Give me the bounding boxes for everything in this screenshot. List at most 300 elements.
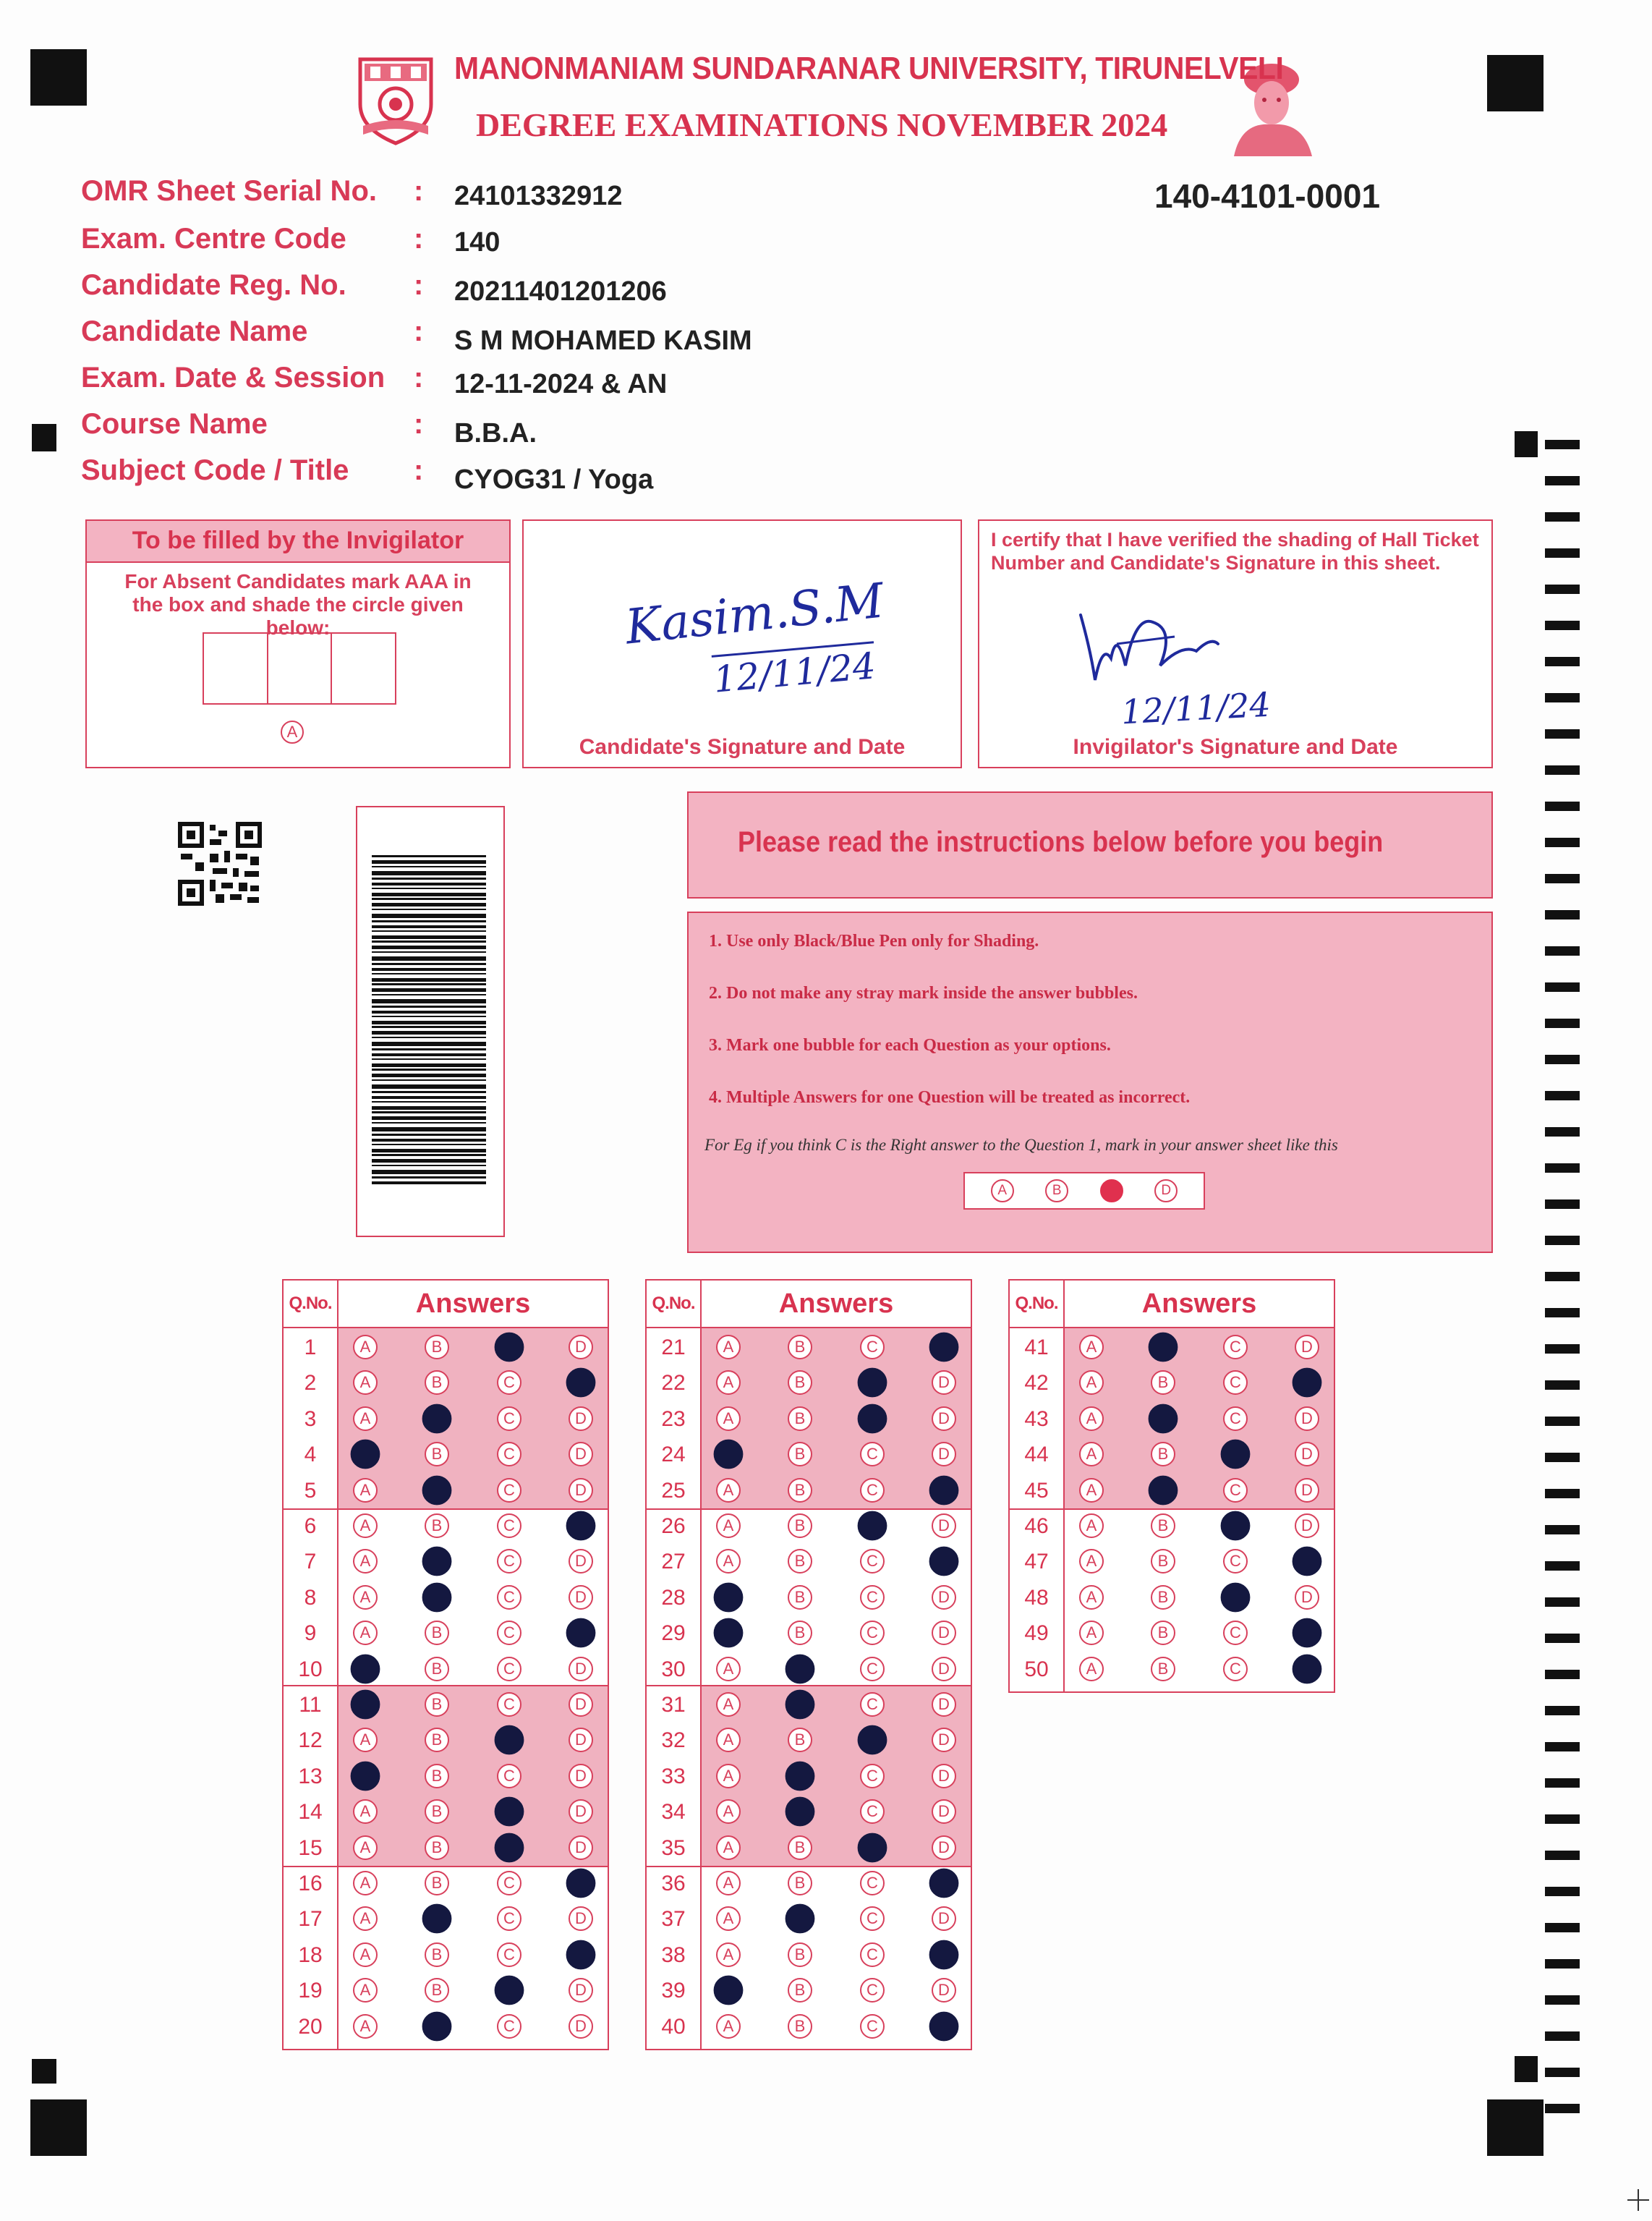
answer-bubble-c[interactable] <box>858 1368 887 1398</box>
answer-row <box>284 1508 608 1544</box>
answer-bubble-c[interactable]: C <box>860 2014 885 2039</box>
answer-bubble-c[interactable]: C <box>497 1692 521 1717</box>
answer-bubble-a[interactable]: A <box>716 1549 741 1574</box>
timing-mark <box>1545 1851 1580 1860</box>
question-number: 42 <box>1024 1371 1049 1396</box>
answer-bubble-c[interactable]: C <box>497 1549 521 1574</box>
answer-bubble-c[interactable]: C <box>497 1764 521 1788</box>
answer-bubble-c[interactable]: C <box>497 1657 521 1681</box>
registration-mark-right-bottom-small <box>1515 2056 1538 2082</box>
answer-bubble-c[interactable] <box>1221 1440 1251 1469</box>
question-number: 2 <box>304 1371 317 1396</box>
answer-bubble-a[interactable] <box>714 1582 744 1612</box>
answer-bubble-b[interactable] <box>785 1654 815 1683</box>
answer-bubble-b[interactable]: B <box>425 1692 449 1717</box>
question-number: 47 <box>1024 1550 1049 1574</box>
qr-code-icon <box>178 822 262 906</box>
answer-bubble-a[interactable]: A <box>1079 1406 1104 1431</box>
answer-bubble-d[interactable]: D <box>932 1585 956 1610</box>
answer-row <box>647 1866 971 1901</box>
answer-bubble-d[interactable] <box>1293 1654 1322 1683</box>
answer-bubble-c[interactable]: C <box>1223 1478 1248 1503</box>
candidate-signature-caption: Candidate's Signature and Date <box>579 735 906 759</box>
answer-bubble-a[interactable]: A <box>1079 1478 1104 1503</box>
answer-bubble-b[interactable] <box>785 1904 815 1934</box>
answer-bubble-d[interactable]: D <box>932 1513 956 1538</box>
answer-bubble-b[interactable] <box>1149 1403 1178 1433</box>
answer-row <box>647 1830 971 1866</box>
answer-row <box>284 1937 608 1973</box>
answer-bubble-a[interactable]: A <box>353 1585 378 1610</box>
answer-bubble-c[interactable]: C <box>497 1585 521 1610</box>
candidate-signature-date: 12/11/24 <box>712 641 877 700</box>
absent-mark-box[interactable] <box>268 634 333 703</box>
answer-bubble-d[interactable]: D <box>569 1799 593 1824</box>
answer-bubble-d[interactable]: D <box>569 1978 593 2003</box>
timing-mark <box>1545 1634 1580 1643</box>
answer-bubble-d[interactable]: D <box>1295 1406 1319 1431</box>
answer-bubble-b[interactable]: B <box>788 1478 812 1503</box>
answer-bubble-d[interactable] <box>929 1869 959 1898</box>
answer-bubble-d[interactable] <box>566 1869 596 1898</box>
answer-bubble-a[interactable]: A <box>716 1692 741 1717</box>
answer-bubble-d[interactable]: D <box>569 1335 593 1359</box>
answer-bubble-a[interactable]: A <box>716 1370 741 1395</box>
answer-bubble-a[interactable]: A <box>353 2014 378 2039</box>
answer-bubble-a[interactable] <box>351 1761 380 1791</box>
answer-row <box>284 1365 608 1401</box>
answer-row <box>647 1794 971 1830</box>
answer-bubble-c[interactable] <box>858 1725 887 1755</box>
answer-bubble-b[interactable] <box>422 1403 452 1433</box>
answer-bubble-b[interactable]: B <box>788 1871 812 1895</box>
answer-bubble-b[interactable]: B <box>1151 1549 1175 1574</box>
answer-bubble-d[interactable]: D <box>932 1764 956 1788</box>
question-number: 49 <box>1024 1621 1049 1646</box>
answer-bubble-d[interactable]: D <box>932 1442 956 1466</box>
registration-mark-bottom-left <box>30 2099 87 2156</box>
answer-bubble-a[interactable]: A <box>1079 1585 1104 1610</box>
timing-mark <box>1545 1055 1580 1064</box>
answer-bubble-c[interactable]: C <box>860 1657 885 1681</box>
answer-bubble-a[interactable]: A <box>716 1799 741 1824</box>
question-number: 21 <box>661 1335 686 1359</box>
question-number: 7 <box>304 1550 317 1574</box>
answer-bubble-c[interactable]: C <box>497 2014 521 2039</box>
answer-bubble-a[interactable]: A <box>1079 1370 1104 1395</box>
answer-bubble-b[interactable]: B <box>1151 1513 1175 1538</box>
answer-bubble-c[interactable]: C <box>860 1692 885 1717</box>
answer-bubble-b[interactable] <box>422 1475 452 1505</box>
answer-bubble-c[interactable]: C <box>497 1942 521 1967</box>
answer-bubble-d[interactable]: D <box>932 1799 956 1824</box>
answer-bubble-d[interactable] <box>929 1940 959 1969</box>
answer-bubble-c[interactable]: C <box>860 1549 885 1574</box>
answer-bubble-a[interactable]: A <box>353 1621 378 1645</box>
answer-bubble-d[interactable] <box>566 1618 596 1648</box>
registration-mark-bottom-left-small <box>32 2059 56 2084</box>
answer-table-header <box>1010 1281 1334 1328</box>
answer-bubble-a[interactable]: A <box>1079 1442 1104 1466</box>
timing-mark <box>1545 910 1580 920</box>
crop-mark-icon <box>1638 2189 1639 2211</box>
answer-bubble-c[interactable]: C <box>860 1442 885 1466</box>
timing-mark <box>1545 693 1580 702</box>
registration-mark-right-top-small <box>1515 431 1538 457</box>
answer-bubble-a[interactable]: A <box>716 1871 741 1895</box>
answer-bubble-c[interactable]: C <box>1223 1621 1248 1645</box>
field-colon: : <box>414 454 424 486</box>
answer-bubble-a[interactable]: A <box>716 1942 741 1967</box>
question-number: 5 <box>304 1478 317 1503</box>
answer-bubble-b[interactable]: B <box>788 1370 812 1395</box>
registration-mark-top-left <box>30 49 87 106</box>
answer-bubble-a[interactable] <box>351 1690 380 1720</box>
answer-bubble-b[interactable]: B <box>425 1335 449 1359</box>
answer-bubble-a[interactable]: A <box>353 1942 378 1967</box>
answer-bubble-c[interactable]: C <box>1223 1657 1248 1681</box>
answer-bubble-d[interactable]: D <box>932 1906 956 1931</box>
answer-bubble-d[interactable] <box>1293 1547 1322 1576</box>
answer-bubble-b[interactable]: B <box>425 1657 449 1681</box>
answer-bubble-a[interactable]: A <box>353 1370 378 1395</box>
answer-bubble-d[interactable]: D <box>569 1657 593 1681</box>
answer-bubble-d[interactable]: D <box>1295 1513 1319 1538</box>
answer-bubble-a[interactable]: A <box>1079 1621 1104 1645</box>
candidate-signature-box <box>522 519 962 768</box>
question-number: 45 <box>1024 1478 1049 1503</box>
answer-bubble-d[interactable] <box>929 2011 959 2041</box>
answer-bubble-d[interactable]: D <box>932 1406 956 1431</box>
university-logo-icon <box>353 54 438 148</box>
timing-mark <box>1545 874 1580 883</box>
timing-mark <box>1545 946 1580 956</box>
answer-row <box>284 1866 608 1901</box>
question-number: 23 <box>661 1406 686 1431</box>
instruction-item: 2. Do not make any stray mark inside the answer bubbles. <box>709 984 1138 1003</box>
registration-mark-bottom-right <box>1487 2099 1544 2156</box>
timing-mark <box>1545 1923 1580 1932</box>
invigilator-signature-icon <box>1073 600 1261 687</box>
question-number: 50 <box>1024 1657 1049 1681</box>
answer-bubble-a[interactable]: A <box>716 1335 741 1359</box>
field-value: 24101332912 <box>454 181 623 211</box>
question-number: 6 <box>304 1514 317 1538</box>
answer-bubble-b[interactable] <box>785 1761 815 1791</box>
timing-mark <box>1545 548 1580 558</box>
answer-bubble-d[interactable] <box>929 1475 959 1505</box>
answer-bubble-c[interactable]: C <box>497 1871 521 1895</box>
question-number: 19 <box>298 1979 323 2003</box>
answer-bubble-b[interactable]: B <box>788 1835 812 1860</box>
barcode-frame <box>356 806 505 1237</box>
answer-bubble-a[interactable]: A <box>716 1406 741 1431</box>
answer-bubble-d[interactable]: D <box>1295 1478 1319 1503</box>
answer-bubble-a[interactable]: A <box>1079 1513 1104 1538</box>
answer-bubble-c[interactable] <box>495 1333 524 1362</box>
answer-bubble-c[interactable] <box>858 1403 887 1433</box>
answer-bubble-b[interactable]: B <box>425 1942 449 1967</box>
answer-bubble-b[interactable]: B <box>425 1871 449 1895</box>
absent-instructions: For Absent Candidates mark AAA in the box and shade the circle given below: <box>124 570 472 639</box>
timing-mark <box>1545 2104 1580 2113</box>
answer-bubble-d[interactable] <box>1293 1618 1322 1648</box>
answer-row <box>284 1687 608 1723</box>
answer-bubble-b[interactable] <box>422 1582 452 1612</box>
example-bubble: D <box>1154 1179 1178 1202</box>
question-number: 17 <box>298 1907 323 1932</box>
sheet-code: 140-4101-0001 <box>1154 177 1381 215</box>
answer-bubble-c[interactable]: C <box>1223 1406 1248 1431</box>
answer-bubble-d[interactable] <box>929 1333 959 1362</box>
answer-bubble-d[interactable]: D <box>932 1657 956 1681</box>
answer-bubble-c[interactable]: C <box>497 1513 521 1538</box>
answer-bubble-d[interactable]: D <box>569 1442 593 1466</box>
answer-bubble-a[interactable] <box>351 1654 380 1683</box>
answer-bubble-b[interactable]: B <box>425 1513 449 1538</box>
answer-row <box>647 1901 971 1937</box>
answer-bubble-d[interactable]: D <box>569 1835 593 1860</box>
answer-bubble-b[interactable]: B <box>425 1799 449 1824</box>
question-number: 35 <box>661 1835 686 1860</box>
answer-bubble-a[interactable]: A <box>353 1513 378 1538</box>
answer-bubble-d[interactable]: D <box>569 1764 593 1788</box>
answer-bubble-a[interactable]: A <box>716 1835 741 1860</box>
answer-bubble-c[interactable]: C <box>860 1621 885 1645</box>
answer-bubble-a[interactable]: A <box>353 1728 378 1752</box>
question-number: 46 <box>1024 1514 1049 1538</box>
answer-bubble-c[interactable] <box>858 1833 887 1862</box>
question-number: 9 <box>304 1621 317 1646</box>
answer-bubble-a[interactable]: A <box>353 1835 378 1860</box>
answer-bubble-d[interactable]: D <box>932 1728 956 1752</box>
answer-bubble-b[interactable]: B <box>1151 1442 1175 1466</box>
field-label: Exam. Centre Code <box>81 223 346 255</box>
field-colon: : <box>414 175 424 207</box>
answer-row <box>647 1544 971 1579</box>
timing-mark <box>1545 657 1580 666</box>
answer-row <box>647 1580 971 1615</box>
answer-bubble-c[interactable] <box>858 1511 887 1541</box>
answer-bubble-a[interactable]: A <box>1079 1549 1104 1574</box>
answer-table-header <box>647 1281 971 1328</box>
timing-mark <box>1545 1525 1580 1534</box>
answer-bubble-a[interactable]: A <box>1079 1335 1104 1359</box>
answer-bubble-c[interactable]: C <box>860 1585 885 1610</box>
answer-row <box>647 1937 971 1973</box>
answer-row <box>284 1580 608 1615</box>
timing-mark <box>1545 838 1580 847</box>
answer-row <box>1010 1437 1334 1472</box>
absent-mark-box[interactable] <box>204 634 268 703</box>
answer-bubble-c[interactable]: C <box>1223 1370 1248 1395</box>
answer-bubble-a[interactable]: A <box>353 1335 378 1359</box>
answer-bubble-c[interactable] <box>495 1797 524 1827</box>
answer-bubble-a[interactable]: A <box>353 1978 378 2003</box>
answer-bubble-d[interactable]: D <box>1295 1585 1319 1610</box>
answer-bubble-a[interactable]: A <box>353 1478 378 1503</box>
answer-bubble-b[interactable]: B <box>788 1585 812 1610</box>
answer-row <box>647 1973 971 2008</box>
answer-bubble-a[interactable] <box>714 1440 744 1469</box>
answer-bubble-b[interactable]: B <box>425 1728 449 1752</box>
answer-bubble-b[interactable]: B <box>788 1728 812 1752</box>
answer-bubble-a[interactable]: A <box>716 1728 741 1752</box>
answer-bubble-b[interactable]: B <box>1151 1370 1175 1395</box>
answer-bubble-b[interactable]: B <box>425 1978 449 2003</box>
answer-bubble-b[interactable] <box>785 1690 815 1720</box>
answer-bubble-c[interactable] <box>495 1833 524 1862</box>
answer-bubble-b[interactable]: B <box>1151 1585 1175 1610</box>
answer-bubble-b[interactable]: B <box>425 1621 449 1645</box>
answer-bubble-b[interactable]: B <box>788 1549 812 1574</box>
answer-bubble-d[interactable] <box>566 1368 596 1398</box>
answer-bubble-b[interactable]: B <box>425 1835 449 1860</box>
instructions-banner-text: Please read the instructions below before you begin <box>738 826 1384 858</box>
answer-bubble-c[interactable]: C <box>860 1799 885 1824</box>
answer-bubble-c[interactable]: C <box>1223 1549 1248 1574</box>
answer-bubble-c[interactable]: C <box>497 1370 521 1395</box>
answer-bubble-b[interactable]: B <box>1151 1621 1175 1645</box>
answer-bubble-b[interactable] <box>785 1797 815 1827</box>
answer-bubble-d[interactable]: D <box>569 1906 593 1931</box>
answer-bubble-a[interactable]: A <box>353 1871 378 1895</box>
answer-bubble-b[interactable]: B <box>788 1335 812 1359</box>
instruction-item: 3. Mark one bubble for each Question as your options. <box>709 1036 1111 1055</box>
question-number: 16 <box>298 1872 323 1895</box>
answer-bubble-c[interactable]: C <box>860 1335 885 1359</box>
answer-bubble-a[interactable]: A <box>353 1906 378 1931</box>
answer-bubble-d[interactable] <box>1293 1368 1322 1398</box>
answer-bubble-c[interactable] <box>495 1725 524 1755</box>
answer-bubble-d[interactable]: D <box>932 1835 956 1860</box>
answer-bubble-b[interactable]: B <box>788 1978 812 2003</box>
timing-mark <box>1545 1344 1580 1354</box>
answer-bubble-b[interactable]: B <box>425 1764 449 1788</box>
answers-header: Answers <box>778 1288 894 1319</box>
answer-bubble-a[interactable] <box>714 1618 744 1648</box>
absent-bubble[interactable]: A <box>281 721 304 744</box>
answer-bubble-a[interactable]: A <box>716 1513 741 1538</box>
timing-mark <box>1545 1453 1580 1462</box>
answer-bubble-d[interactable]: D <box>932 1692 956 1717</box>
answer-bubble-a[interactable]: A <box>716 1764 741 1788</box>
answer-bubble-b[interactable]: B <box>425 1370 449 1395</box>
answer-bubble-c[interactable]: C <box>860 1871 885 1895</box>
answer-bubble-b[interactable]: B <box>788 1442 812 1466</box>
answer-bubble-d[interactable]: D <box>569 1549 593 1574</box>
timing-mark <box>1545 585 1580 594</box>
answer-bubble-c[interactable] <box>1221 1511 1251 1541</box>
answer-bubble-d[interactable]: D <box>569 1585 593 1610</box>
answer-bubble-c[interactable]: C <box>860 1478 885 1503</box>
field-colon: : <box>414 315 424 347</box>
example-bubble: B <box>1045 1179 1068 1202</box>
answer-row <box>284 1437 608 1472</box>
answer-bubble-c[interactable]: C <box>497 1406 521 1431</box>
answer-bubble-b[interactable]: B <box>1151 1657 1175 1681</box>
answer-bubble-c[interactable]: C <box>860 1978 885 2003</box>
answer-bubble-d[interactable]: D <box>932 1978 956 2003</box>
answer-bubble-a[interactable] <box>714 1976 744 2005</box>
answer-bubble-b[interactable] <box>422 2011 452 2041</box>
answer-bubble-c[interactable]: C <box>1223 1335 1248 1359</box>
field-value: S M MOHAMED KASIM <box>454 326 752 356</box>
answer-bubble-a[interactable]: A <box>353 1549 378 1574</box>
answer-bubble-d[interactable] <box>566 1511 596 1541</box>
answer-bubble-c[interactable] <box>1221 1582 1251 1612</box>
answer-bubble-d[interactable]: D <box>569 1478 593 1503</box>
answer-bubble-c[interactable]: C <box>497 1478 521 1503</box>
answer-bubble-b[interactable]: B <box>425 1442 449 1466</box>
answer-bubble-a[interactable]: A <box>353 1406 378 1431</box>
answer-bubble-a[interactable] <box>351 1440 380 1469</box>
answer-bubble-a[interactable]: A <box>716 2014 741 2039</box>
question-number: 24 <box>661 1443 686 1467</box>
answer-row <box>647 1687 971 1723</box>
answer-bubble-b[interactable]: B <box>788 1406 812 1431</box>
answer-row <box>1010 1652 1334 1687</box>
answer-bubble-c[interactable]: C <box>497 1621 521 1645</box>
timing-mark <box>1545 1019 1580 1028</box>
answer-bubble-b[interactable]: B <box>788 2014 812 2039</box>
answer-bubble-b[interactable] <box>422 1904 452 1934</box>
answer-bubble-c[interactable]: C <box>497 1442 521 1466</box>
answer-bubble-d[interactable]: D <box>932 1621 956 1645</box>
answer-bubble-c[interactable]: C <box>497 1906 521 1931</box>
answer-bubble-b[interactable]: B <box>788 1621 812 1645</box>
timing-mark <box>1545 1959 1580 1969</box>
answer-bubble-d[interactable]: D <box>569 1692 593 1717</box>
timing-mark <box>1545 1236 1580 1245</box>
answer-bubble-d[interactable]: D <box>932 1370 956 1395</box>
field-label: Candidate Name <box>81 315 308 347</box>
answer-row <box>647 1401 971 1437</box>
answer-bubble-b[interactable] <box>1149 1475 1178 1505</box>
question-number: 48 <box>1024 1585 1049 1610</box>
timing-mark <box>1545 1308 1580 1317</box>
answer-bubble-c[interactable]: C <box>860 1764 885 1788</box>
absent-mark-box[interactable] <box>332 634 395 703</box>
answer-bubble-b[interactable]: B <box>788 1942 812 1967</box>
answer-bubble-a[interactable]: A <box>1079 1657 1104 1681</box>
answer-bubble-a[interactable]: A <box>716 1478 741 1503</box>
answer-bubble-a[interactable]: A <box>353 1799 378 1824</box>
answer-table-header <box>284 1281 608 1328</box>
answer-bubble-c[interactable]: C <box>860 1906 885 1931</box>
answer-bubble-c[interactable] <box>495 1976 524 2005</box>
answer-row <box>647 1508 971 1544</box>
answer-bubble-d[interactable]: D <box>1295 1442 1319 1466</box>
answer-bubble-b[interactable]: B <box>788 1513 812 1538</box>
answer-row <box>647 1473 971 1508</box>
answer-bubble-d[interactable]: D <box>569 1406 593 1431</box>
field-value: 12-11-2024 & AN <box>454 369 668 399</box>
answer-bubble-b[interactable] <box>422 1547 452 1576</box>
answer-bubble-c[interactable]: C <box>860 1942 885 1967</box>
answer-bubble-d[interactable]: D <box>569 2014 593 2039</box>
instruction-item: 1. Use only Black/Blue Pen only for Shading. <box>709 932 1039 951</box>
answer-bubble-d[interactable]: D <box>569 1728 593 1752</box>
answer-bubble-a[interactable]: A <box>716 1906 741 1931</box>
answer-bubble-d[interactable] <box>566 1940 596 1969</box>
answer-bubble-d[interactable] <box>929 1547 959 1576</box>
answer-bubble-a[interactable]: A <box>716 1657 741 1681</box>
answer-bubble-d[interactable]: D <box>1295 1335 1319 1359</box>
example-bubbles <box>963 1172 1205 1210</box>
registration-mark-top-right <box>1487 55 1544 111</box>
answer-bubble-b[interactable] <box>1149 1333 1178 1362</box>
